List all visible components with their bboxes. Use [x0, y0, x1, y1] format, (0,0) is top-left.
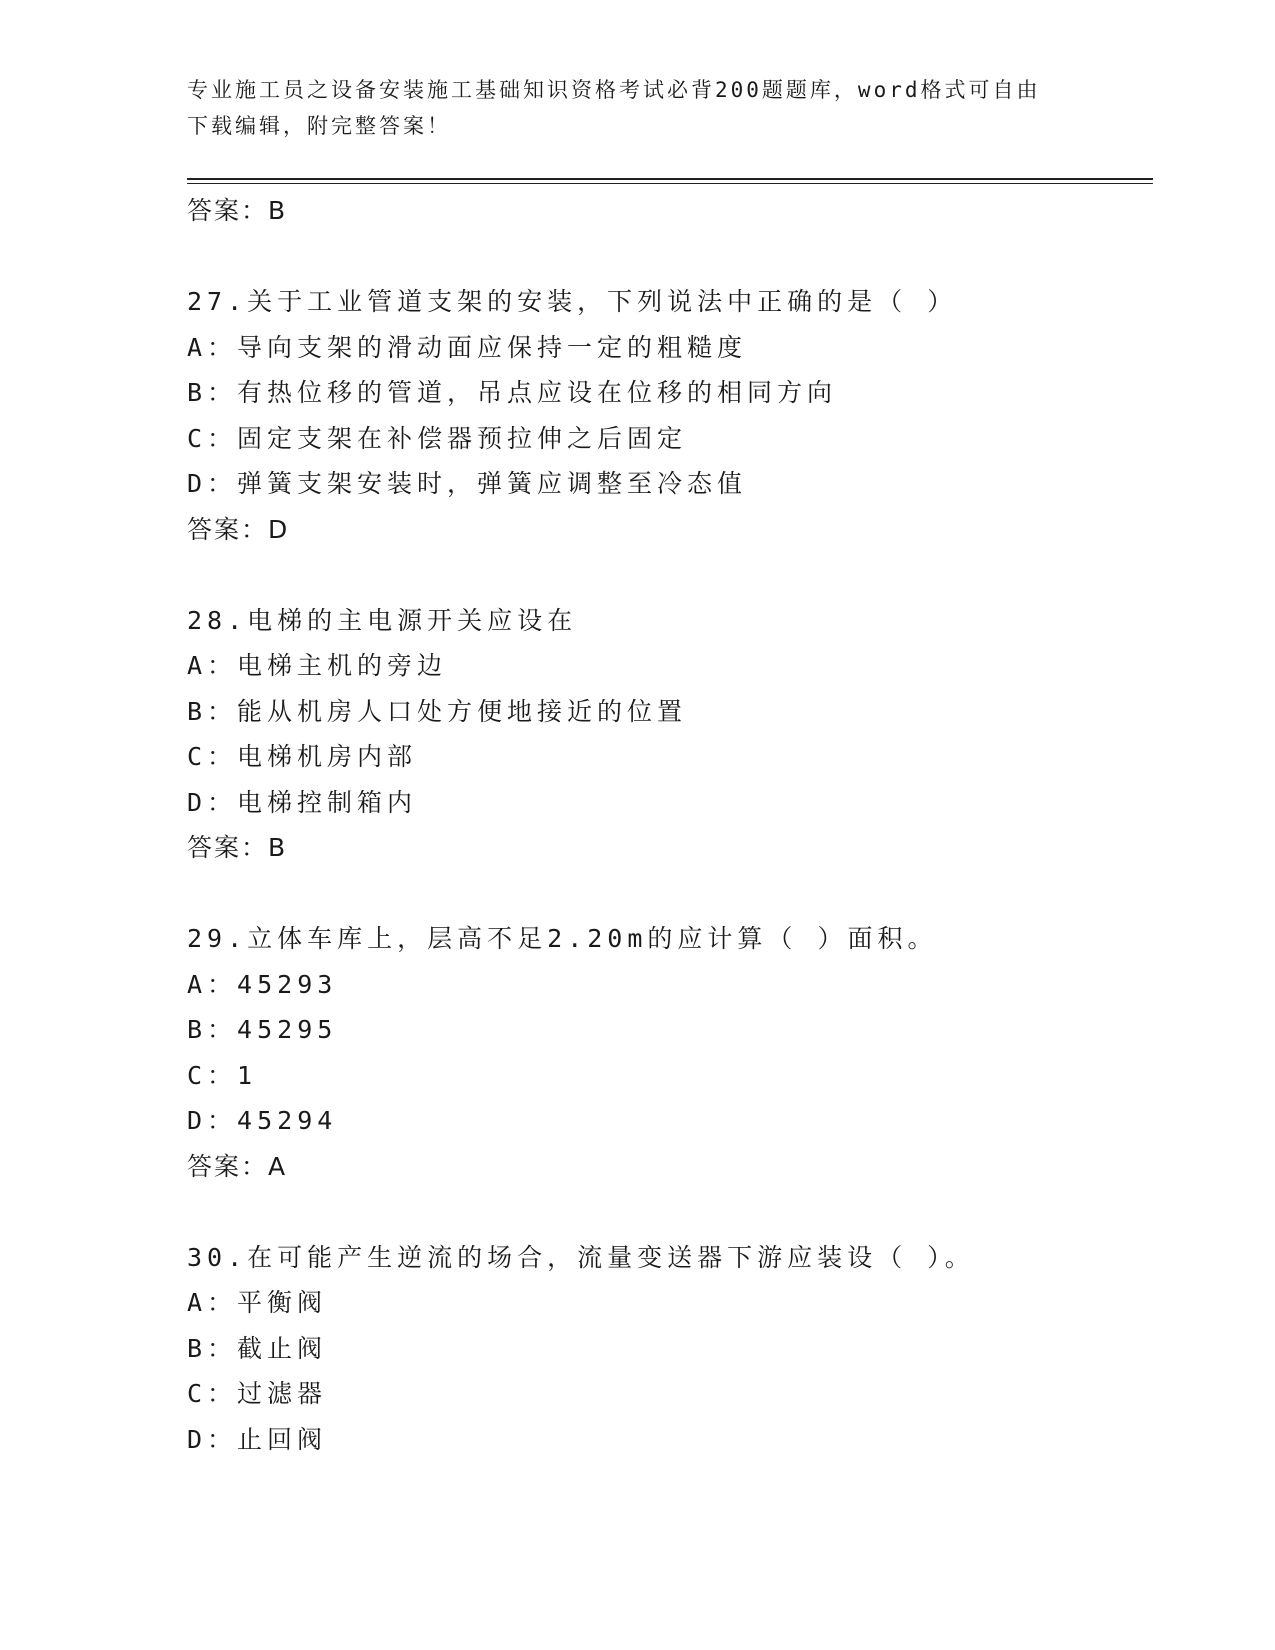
option-c: C：固定支架在补偿器预拉伸之后固定 — [187, 423, 688, 453]
question-29 — [187, 916, 1147, 1189]
option-c: C：1 — [187, 1060, 258, 1090]
option-d: D：弹簧支架安装时，弹簧应调整至冷态值 — [187, 469, 748, 498]
option-d: D：45294 — [187, 1106, 338, 1135]
spacer — [187, 552, 1147, 598]
option-a: A：导向支架的滑动面应保持一定的粗糙度 — [187, 332, 748, 362]
option-d: D：电梯控制箱内 — [187, 787, 418, 817]
header-title-line-2: 下载编辑，附完整答案！ — [187, 114, 451, 138]
option-a: A：电梯主机的旁边 — [187, 651, 448, 680]
option-c: C：过滤器 — [187, 1379, 328, 1408]
option-d: D：止回阀 — [187, 1424, 328, 1454]
question-28 — [187, 598, 1147, 871]
document-header — [187, 72, 1087, 144]
option-c: C：电梯机房内部 — [187, 742, 418, 771]
spacer — [187, 1189, 1147, 1235]
previous-answer: 答案：B — [187, 196, 288, 225]
question-27 — [187, 279, 1147, 552]
option-b: B：45295 — [187, 1015, 338, 1044]
answer: 答案：D — [187, 514, 290, 544]
answer: 答案：A — [187, 1151, 288, 1181]
answer: 答案：B — [187, 833, 288, 862]
option-a: A：45293 — [187, 969, 338, 999]
header-divider-thick — [187, 178, 1153, 180]
option-b: B：截止阀 — [187, 1333, 328, 1363]
question-list — [187, 188, 1147, 1462]
question-stem: 27.关于工业管道支架的安装，下列说法中正确的是（ ） — [187, 287, 958, 316]
option-b: B：有热位移的管道，吊点应设在位移的相同方向 — [187, 378, 838, 407]
spacer — [187, 234, 1147, 280]
header-divider-thin — [187, 183, 1153, 184]
question-stem: 30.在可能产生逆流的场合，流量变送器下游应装设（ ）。 — [187, 1242, 975, 1272]
option-a: A：平衡阀 — [187, 1288, 328, 1317]
question-30 — [187, 1235, 1147, 1463]
question-stem: 29.立体车库上，层高不足2.20m的应计算（ ）面积。 — [187, 924, 938, 953]
option-b: B：能从机房人口处方便地接近的位置 — [187, 696, 688, 726]
spacer — [187, 871, 1147, 917]
question-stem: 28.电梯的主电源开关应设在 — [187, 605, 578, 635]
header-title-line-1: 专业施工员之设备安装施工基础知识资格考试必背200题题库，word格式可自由 — [187, 78, 1041, 102]
